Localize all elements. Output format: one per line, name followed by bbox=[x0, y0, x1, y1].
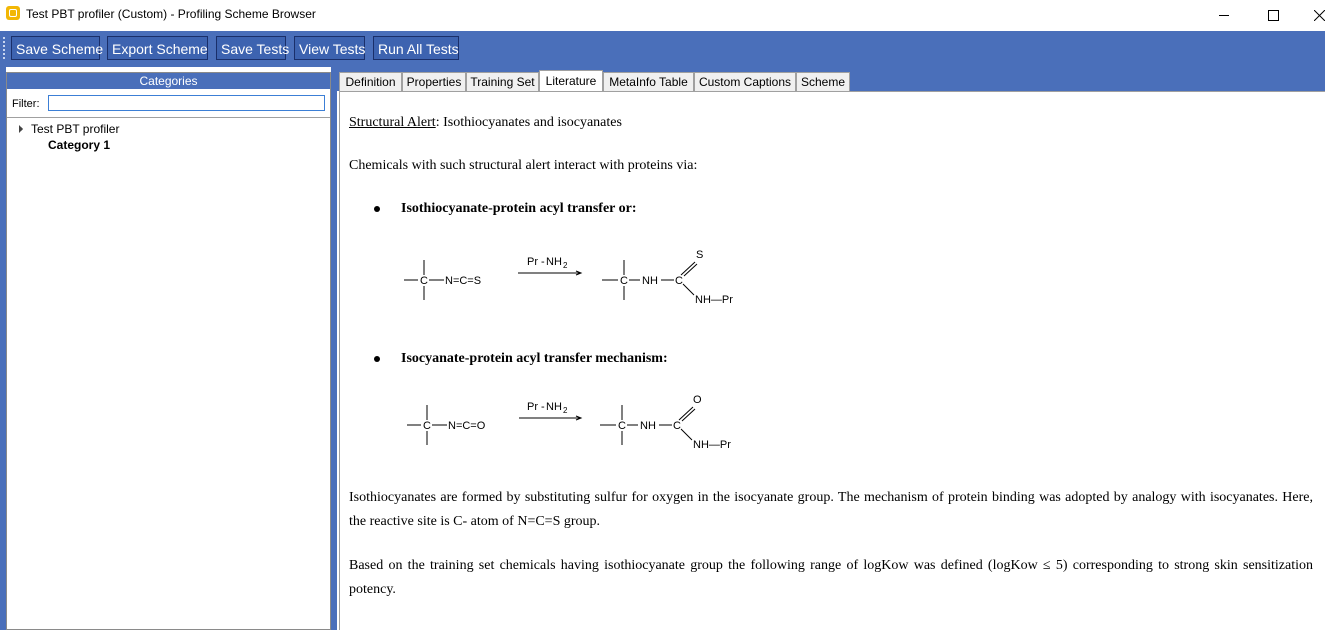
tab-strip bbox=[337, 67, 1325, 91]
window-title: Test PBT profiler (Custom) - Profiling Scheme Browser bbox=[26, 7, 316, 21]
tab-definition[interactable]: Definition bbox=[339, 72, 402, 91]
paragraph-isothiocyanates: Isothiocyanates are formed by substituting sulfur for oxygen in the isocyanate group. The mechanism of protein binding was adopted by analogy with isocyanates. Here, the reactive site is C- atom of N=C=S group. bbox=[349, 490, 1313, 529]
filter-input[interactable] bbox=[48, 95, 325, 111]
reagent-pr: Pr bbox=[527, 256, 538, 268]
isocyanate-group: N=C=O bbox=[448, 420, 486, 432]
save-scheme-button[interactable]: Save Scheme bbox=[11, 36, 100, 60]
export-scheme-button[interactable]: Export Scheme bbox=[107, 36, 208, 60]
close-button[interactable] bbox=[1296, 0, 1325, 30]
maximize-icon bbox=[1268, 10, 1279, 21]
save-tests-button[interactable]: Save Tests bbox=[216, 36, 286, 60]
literature-content bbox=[339, 91, 1325, 630]
svg-text:-: - bbox=[541, 256, 545, 268]
panel-splitter[interactable] bbox=[331, 67, 337, 630]
structural-alert-label: Structural Alert bbox=[349, 115, 436, 130]
categories-header: Categories bbox=[7, 73, 330, 89]
tree-root-label: Test PBT profiler bbox=[31, 122, 120, 136]
structural-alert-line bbox=[349, 115, 622, 131]
minimize-button[interactable] bbox=[1201, 0, 1247, 30]
svg-text:-: - bbox=[541, 401, 545, 413]
scheme-svg bbox=[403, 395, 763, 455]
intro-text: Chemicals with such structural alert interact with proteins via: bbox=[349, 158, 698, 173]
tab-training-set[interactable]: Training Set bbox=[466, 72, 539, 91]
reagent-subscript: 2 bbox=[563, 406, 568, 415]
tab-properties[interactable]: Properties bbox=[402, 72, 466, 91]
bullet-icon bbox=[374, 356, 380, 362]
reagent-nh: NH bbox=[546, 401, 562, 413]
nh-label: NH bbox=[640, 420, 656, 432]
tab-metainfo-table[interactable]: MetaInfo Table bbox=[603, 72, 694, 91]
oxygen-label: O bbox=[693, 394, 702, 406]
tree-item-root[interactable] bbox=[15, 122, 119, 136]
maximize-button[interactable] bbox=[1250, 0, 1296, 30]
tab-literature[interactable]: Literature bbox=[539, 70, 603, 91]
bullet-isothiocyanate: Isothiocyanate-protein acyl transfer or: bbox=[401, 201, 637, 216]
run-all-tests-button[interactable]: Run All Tests bbox=[373, 36, 459, 60]
close-icon bbox=[1314, 10, 1325, 21]
nh-pr-label: NH—Pr bbox=[693, 439, 731, 451]
tab-custom-captions[interactable]: Custom Captions bbox=[694, 72, 796, 91]
paragraph-logkow: Based on the training set chemicals having isothiocyanate group the following range of logKow was defined (logKow ≤ 5) corresponding to strong skin sensitization potency. bbox=[349, 558, 1313, 597]
title-bar bbox=[0, 0, 1325, 30]
reaction-scheme-isothiocyanate bbox=[400, 250, 760, 310]
nh-pr-label: NH—Pr bbox=[695, 294, 733, 306]
scheme-svg bbox=[400, 250, 760, 310]
view-tests-button[interactable]: View Tests bbox=[294, 36, 365, 60]
bullet-icon bbox=[374, 206, 380, 212]
reagent-subscript: 2 bbox=[563, 261, 568, 270]
c-atom-label: C bbox=[423, 420, 431, 432]
c-atom-label: C bbox=[618, 420, 626, 432]
tab-scheme[interactable]: Scheme bbox=[796, 72, 850, 91]
structural-alert-text: : Isothiocyanates and isocyanates bbox=[435, 115, 622, 130]
reaction-scheme-isocyanate bbox=[403, 395, 763, 455]
tree-item-category[interactable]: Category 1 bbox=[48, 138, 111, 152]
app-icon bbox=[6, 6, 20, 20]
isothiocyanate-group: N=C=S bbox=[445, 275, 482, 287]
toolbar bbox=[0, 31, 1325, 67]
toolbar-grip[interactable] bbox=[3, 37, 5, 61]
filter-label: Filter: bbox=[12, 98, 40, 110]
sulfur-label: S bbox=[696, 249, 704, 261]
c-atom-label: C bbox=[675, 275, 683, 287]
c-atom-label: C bbox=[620, 275, 628, 287]
expand-caret-icon[interactable] bbox=[15, 125, 23, 133]
divider bbox=[7, 117, 330, 118]
minimize-icon bbox=[1219, 15, 1229, 16]
reagent-nh: NH bbox=[546, 256, 562, 268]
c-atom-label: C bbox=[673, 420, 681, 432]
nh-label: NH bbox=[642, 275, 658, 287]
reagent-pr: Pr bbox=[527, 401, 538, 413]
bullet-isocyanate: Isocyanate-protein acyl transfer mechanism: bbox=[401, 351, 668, 366]
categories-panel bbox=[6, 72, 331, 630]
filter-row bbox=[7, 95, 330, 115]
c-atom-label: C bbox=[420, 275, 428, 287]
